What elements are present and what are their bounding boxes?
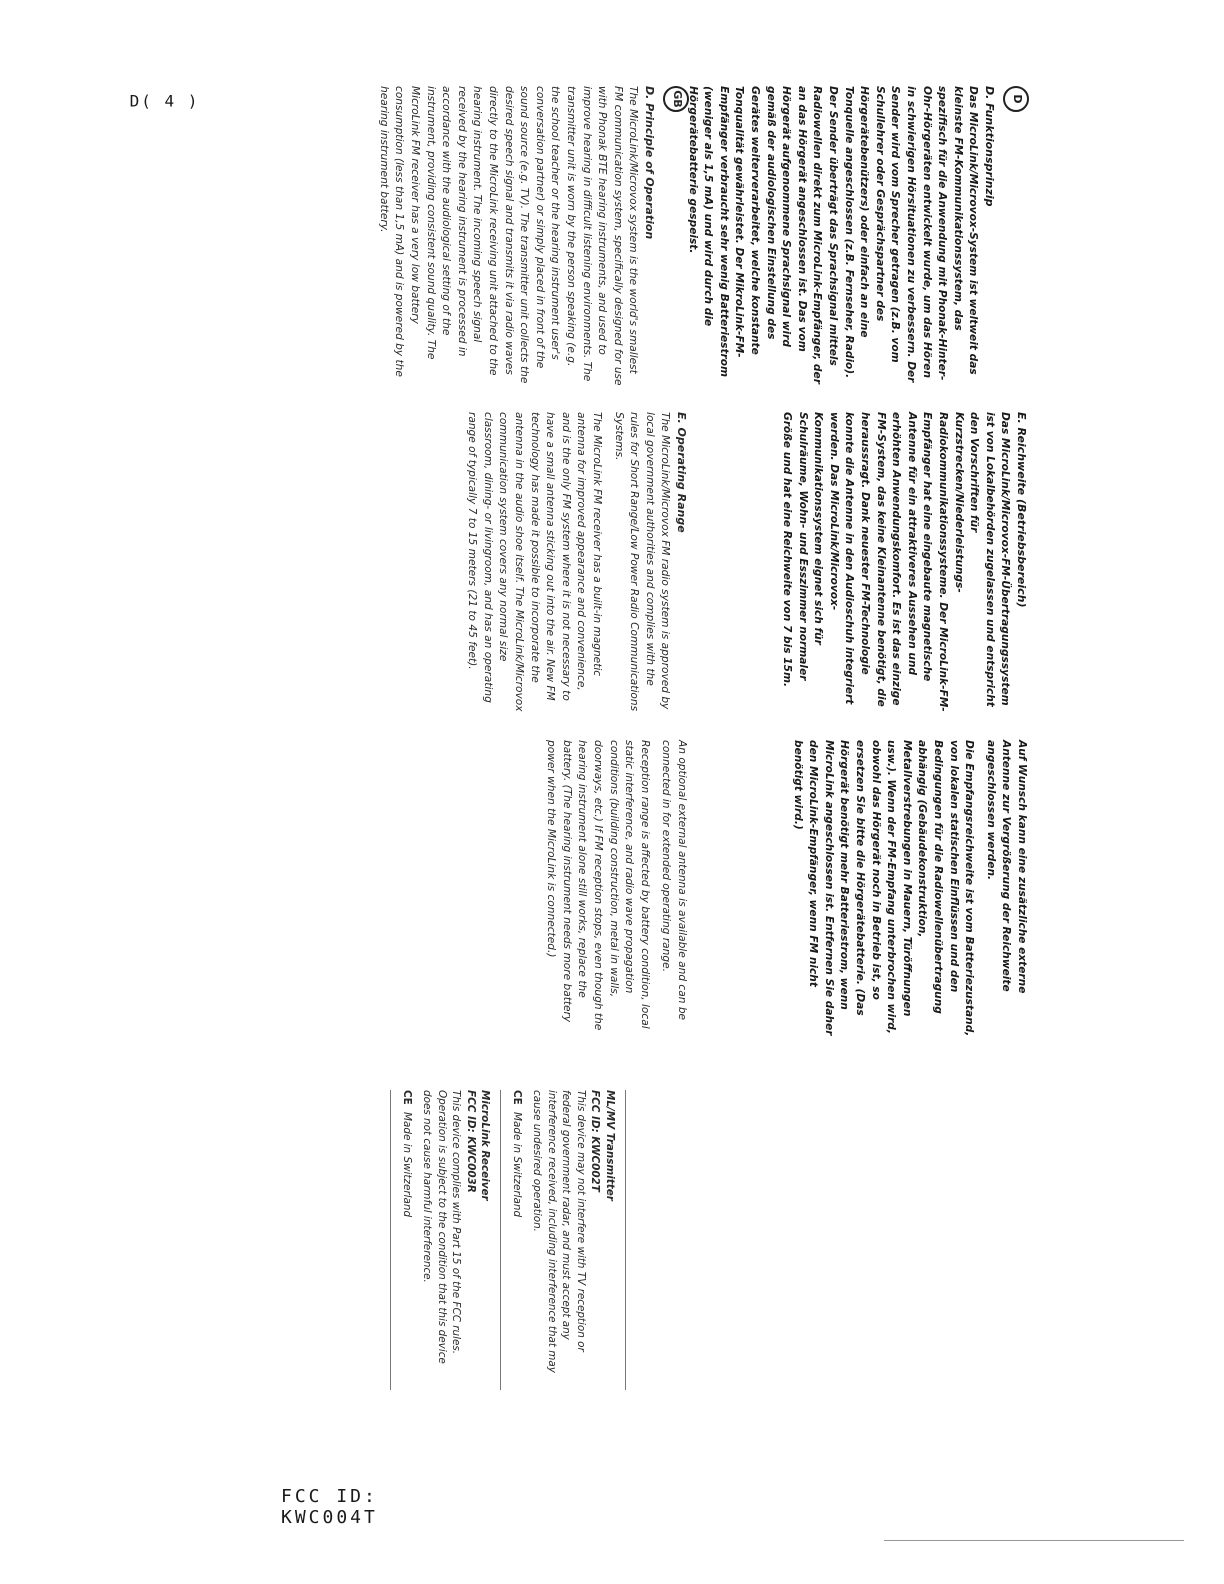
transmitter-fcc-id: FCC ID: KWC002T [589,1090,602,1192]
english-antenna-note: An optional external antenna is available and can be connected in for extended operating range. [660,740,688,1021]
fcc-top-divider [625,1090,626,1390]
receiver-fcc-body: This device complies with Part 15 of the FCC rules. Operation is subject to the condition that this device does not cause harmful interference. [421,1090,463,1364]
german-range-body: Das MicroLink/Microvox-FM-Übertragungssystem ist von Lokalbehörden zugelassen und entspricht den Vorschriften für Kurzstrecken/Niederleistungs-Radiokommunikationssysteme. Der MicroLink-FM-Empfänger hat eine eingebaute magnetische Antenne für ein attraktiveres Aussehen und erhöhten Anwendungskomfort. Es ist das einzige FM-System, das keine Kleinantenne benötigt, die heraussragt. Dank neuester FM-Technologie konnte die Antenne in den Audioschuh integriert werden. Das MicroLink/Microvox-Kommunikationssystem eignet sich für Schulräume, Wohn- und Esszimmer normaler Größe und hat eine Reichweite von 7 bis 15m. [781,412,1012,712]
german-operation-column [678,86,1029,386]
english-range-body: The MicroLink/Microvox FM radio system is approved by local government authorities and complies with the rules for Short Range/Low Power Radio Communications Systems. [612,412,672,712]
english-reception-note: Reception range is affected by battery condition, local static interference, and radio wave propagation conditions (building construction, metal in walls, doorways, etc.) If FM reception stops, even though the hearing instrument alone still works, replace the battery. (The hearing instrument needs more battery power when the MicroLink is connected.) [545,740,651,1031]
fcc-bottom-divider [391,1090,392,1390]
fcc-middle-divider [501,1090,502,1390]
german-reception-note: Die Empfangsreichweite ist vom Batteriezustand, von lokalen statischen Einflüssen und den Bedingungen für die Radiowellenübertragung abhängig (Gebäudekonstruktion, Metallverstrebungen in Mauern, Türöffnungen usw.). Wenn der FM-Empfang unterbrochen wird, obwohl das Hörgerät noch in Betrieb ist, so ersetzen Sie bitte die Hörgerätebatterie. (Das Hörgerät benötigt mehr Batteriestrom, wenn MicroLink angeschlossen ist. Entfernen Sie daher den MicroLink-Empfänger, wenn FM nicht benötigt wird.) [791,740,976,1037]
scan-edge-line [884,1540,1184,1541]
german-reception-column [783,740,1029,1040]
english-range-body-2: The MicroLink FM receiver has a built-in magnetic antenna for improved appearance and convenience, and is the only FM system where it is not necessary to have a small antenna sticking out into the air. New FM technology has made it possible to incorporate the antenna in the audio shoe itself. The MicroLink/Microvox communication system covers any normal size classroom, dining- or livingroom, and has an operating range of typically 7 to 15 meters (21 to 45 feet). [466,412,604,712]
english-operation-body: The MicroLink/Microvox system is the world's smallest FM communication system, specifically designed for use with Phonak BTE hearing instruments, and used to improve hearing in difficult listening environments. The transmitter unit is worn by the person speaking (e.g. the school teacher or the hearing instrument user's conversation partner) or simply placed in front of the sound source (e.g. TV). The transmitter unit collects the desired speech signal and transmits it via radio waves directly to the MicroLink receiving unit attached to the hearing instrument. The incoming speech signal received by the hearing instrument is processed in accordance with the audiological setting of the instrument, providing consistent sound quality. The MicroLink FM receiver has a very low battery consumption (less than 1,5 mA) and is powered by the hearing instrument battery. [377,86,640,386]
english-language-badge: GB [663,86,689,112]
transmitter-fcc-body: This device may not interfere with TV reception or federal government radar, and must accept any interference received, including interference that may cause undesired operation. [531,1090,587,1373]
fcc-column [383,1090,635,1390]
english-operation-column [369,86,689,386]
german-antenna-note: Auf Wunsch kann eine zusätzliche externe Antenne zur Vergrößerung der Reichweite angeschlossen werden. [984,740,1028,994]
transmitter-ce-line [510,1090,525,1390]
receiver-fcc-id: FCC ID: KWC003R [465,1090,477,1193]
receiver-fcc-title: MicroLink Receiver [479,1090,492,1201]
german-range-title: E. Reichweite (Betriebsbereich) [1015,412,1028,608]
receiver-ce-line [400,1090,415,1390]
english-range-column [458,412,689,712]
transmitter-made-in: Made in Switzerland [511,1112,523,1218]
german-operation-title: D. Funktionsprinzip [983,86,996,207]
english-range-title: E. Operating Range [675,412,688,533]
ce-mark-icon: CE [401,1090,413,1105]
english-operation-title: D. Principle of Operation [643,86,656,240]
receiver-made-in: Made in Switzerland [401,1112,413,1218]
fcc-footer-stamp: FCC ID: KWC004T [281,1486,378,1528]
german-language-badge: D [1003,86,1029,112]
ce-mark-icon: CE [511,1090,523,1105]
german-range-column [773,412,1030,712]
page-number: D( 4 ) [129,91,200,111]
english-reception-column [537,740,689,1040]
german-operation-body: Das MicroLink/Microvox-System ist weltweit das kleinste FM-Kommunikationssystem, das spezifisch für die Anwendung mit Phonak-Hinter-Ohr-Hörgeräten entwickelt wurde, um das Hören in schwierigen Hörsituationen zu verbessern. Der Sender wird vom Sprecher getragen (z.B. vom Schullehrer oder Gesprächspartner des Hörgerätebenützers) oder einfach an eine Tonquelle angeschlossen (z.B. Fernseher, Radio). Der Sender überträgt das Sprachsignal mittels Radiowellen direkt zum MicroLink-Empfänger, der an das Hörgerät angeschlossen ist. Das vom Hörgerät aufgenommene Sprachsignal wird gemäß der audiologischen Einstellung des Gerätes weiterverarbeitet, welche konstante Tonqualität gewährleistet. Der MikroLink-FM-Empfänger verbraucht sehr wenig Batteriestrom (weniger als 1,5 mA) und wird durch die Hörgerätebatterie gespeist. [686,86,980,384]
transmitter-fcc-title: ML/MV Transmitter [604,1090,616,1201]
